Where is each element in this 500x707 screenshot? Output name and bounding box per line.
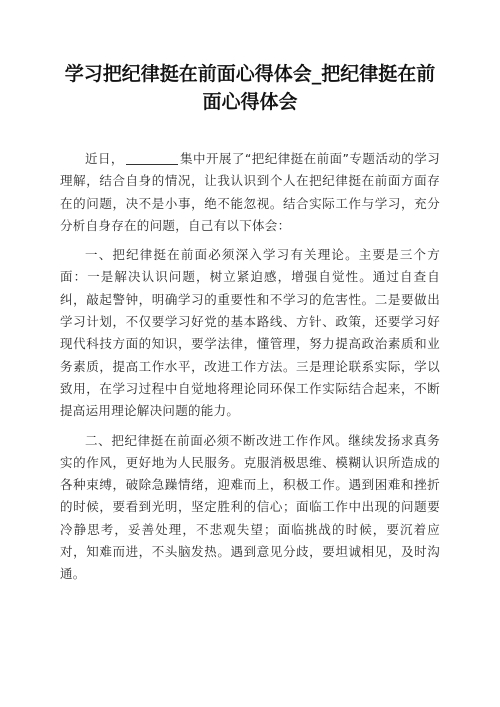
paragraph-section-1: 一、把纪律挺在前面必须深入学习有关理论。主要是三个方面：一是解决认识问题，树立紧迫感，增强自觉性。通过自查自纠，敲起警钟，明确学习的重要性和不学习的危害性。二是要做出学习计划，不仅要学习好党的基本路线、方针、政策，还要学习好现代科技方面的知识，要学法律，懂管理，努力提高政治素质和业务素质，提高工作水平，改进工作方法。三是理论联系实际，学以致用，在学习过程中自觉地将理论同环保工作实际结合起来，不断提高运用理论解决问题的能力。 [60, 247, 440, 419]
intro-text-start: 近日， [85, 151, 124, 166]
paragraph-intro [60, 148, 440, 237]
document-title: 学习把纪律挺在前面心得体会_把纪律挺在前面心得体会 [64, 63, 436, 113]
intro-text-rest: 集中开展了“把纪律挺在前面”专题活动的学习理解，结合自身的情况，让我认识到个人在把纪律挺在前面方面存在的问题，决不是小事，绝不能忽视。结合实际工作与学习，充分分析自身存在的问题，自己有以下体会： [60, 151, 440, 233]
paragraph-section-2: 二、把纪律挺在前面必须不断改进工作作风。继续发扬求真务实的作风，更好地为人民服务。克服消极思维、模糊认识所造成的各种束缚，破除急躁情绪，迎难而上，积极工作。遇到困难和挫折的时候，要看到光明，坚定胜利的信心；面临工作中出现的问题要冷静思考，妥善处理，不悲观失望；面临挑战的时候，要沉着应对，知难而进，不头脑发热。遇到意见分歧，要坦诚相见，及时沟通。 [60, 432, 440, 582]
fill-in-blank [126, 150, 178, 165]
document-body [60, 148, 440, 593]
